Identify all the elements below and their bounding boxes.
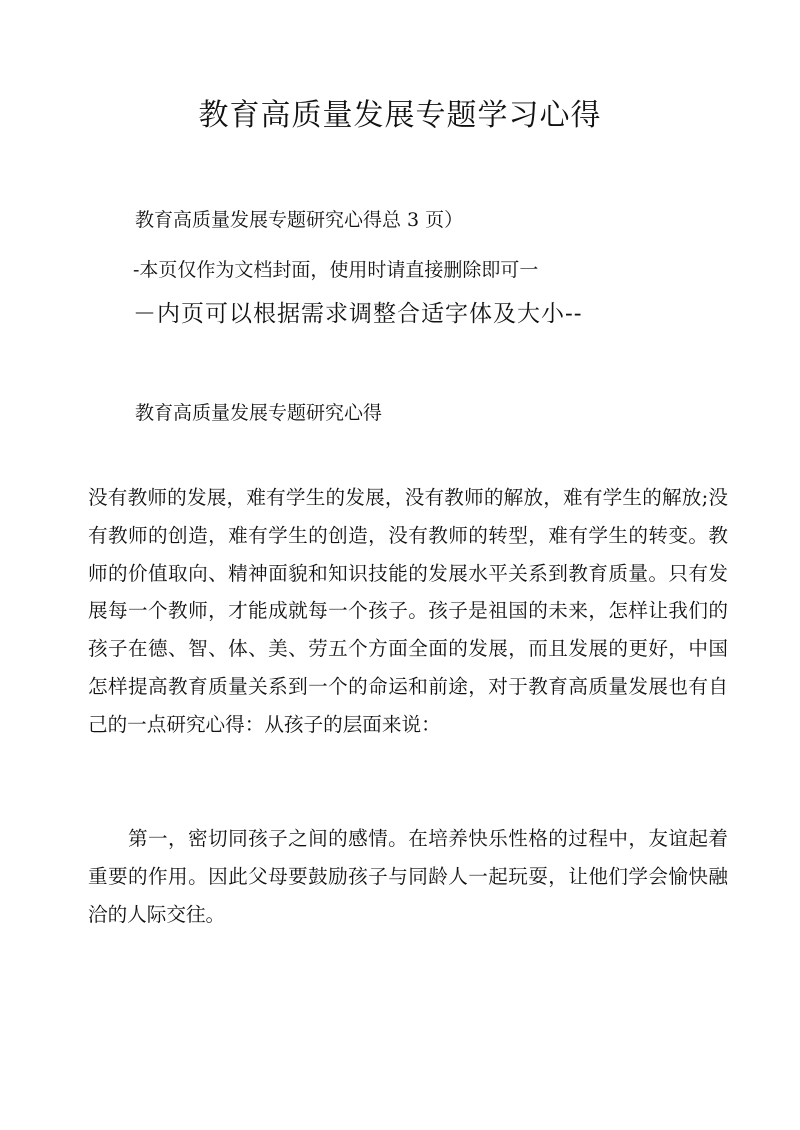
cover-line-page-count: 教育高质量发展专题研究心得总 3 页） [135,209,464,231]
body-paragraph: 没有教师的发展，难有学生的发展，没有教师的解放，难有学生的解放;没有教师的创造，难有学生的创造，没有教师的转型，难有学生的转变。教师的价值取向、精神面貌和知识技能的发展水平关系到教育质量。只有发展每一个教师，才能成就每一个孩子。孩子是祖国的未来，怎样让我们的孩子在德、智、体、美、劳五个方面全面的发展，而且发展的更好，中国怎样提高教育质量关系到一个的命运和前途，对于教育高质量发展也有自己的一点研究心得：从孩子的层面来说： [88,486,728,736]
section-subheading: 教育高质量发展专题研究心得 [135,402,383,424]
cover-line-notice: -本页仅作为文档封面，使用时请直接删除即可一 [133,259,539,281]
cover-line-font-hint: －内页可以根据需求调整合适字体及大小-- [133,301,583,327]
document-title: 教育高质量发展专题学习心得 [198,98,602,133]
body-paragraph: 第一，密切同孩子之间的感情。在培养快乐性格的过程中，友谊起着重要的作用。因此父母要鼓励孩子与同龄人一起玩耍，让他们学会愉快融洽的人际交往。 [88,827,728,926]
